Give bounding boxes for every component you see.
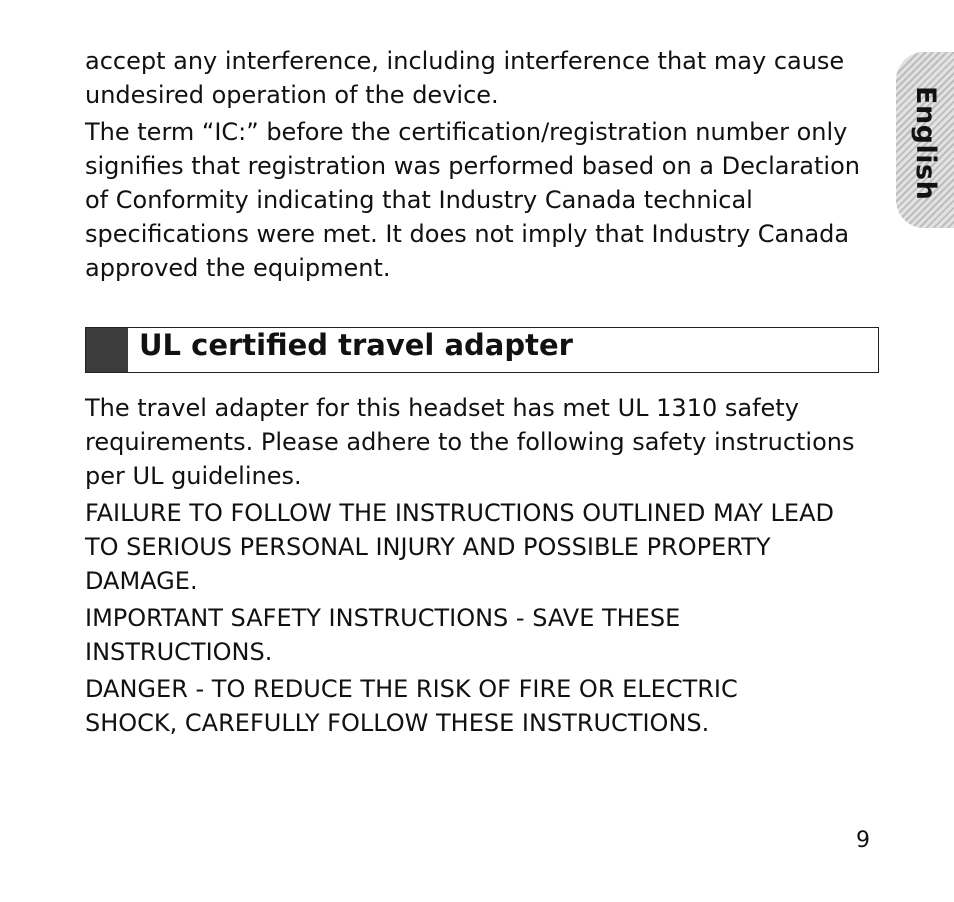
paragraph-line: specifications were met. It does not imply that Industry Canada [85, 220, 850, 248]
important-safety-paragraph [85, 601, 885, 669]
danger-paragraph [85, 672, 885, 740]
paragraph-line: The travel adapter for this headset has met UL 1310 safety [85, 394, 799, 422]
paragraph-line: of Conformity indicating that Industry Canada technical [85, 186, 753, 214]
paragraph-line: DAMAGE. [85, 567, 198, 595]
section-heading-box [85, 327, 879, 373]
paragraph-line: The term “IC:” before the certification/registration number only [85, 118, 848, 146]
paragraph-line: approved the equipment. [85, 254, 391, 282]
paragraph-line: requirements. Please adhere to the following safety instructions [85, 428, 855, 456]
paragraph-line: accept any interference, including interference that may cause [85, 47, 845, 75]
paragraph-line: DANGER - TO REDUCE THE RISK OF FIRE OR ELECTRIC [85, 675, 738, 703]
interference-paragraph [85, 44, 885, 112]
paragraph-line: IMPORTANT SAFETY INSTRUCTIONS - SAVE THESE [85, 604, 681, 632]
paragraph-line: INSTRUCTIONS. [85, 638, 273, 666]
paragraph-line: per UL guidelines. [85, 462, 302, 490]
adapter-paragraph [85, 391, 885, 493]
paragraph-line: signifies that registration was performed based on a Declaration [85, 152, 860, 180]
paragraph-line: SHOCK, CAREFULLY FOLLOW THESE INSTRUCTIONS. [85, 709, 710, 737]
paragraph-line: undesired operation of the device. [85, 81, 499, 109]
ic-term-paragraph [85, 115, 885, 285]
language-tab-label: English [910, 86, 941, 201]
paragraph-line: TO SERIOUS PERSONAL INJURY AND POSSIBLE PROPERTY [85, 533, 771, 561]
language-side-tab [896, 52, 954, 228]
section-heading: UL certified travel adapter [139, 328, 573, 362]
heading-marker-block [86, 328, 128, 372]
failure-warning-paragraph [85, 496, 885, 598]
page-number: 9 [856, 828, 870, 853]
page-content [85, 44, 885, 743]
paragraph-line: FAILURE TO FOLLOW THE INSTRUCTIONS OUTLINED MAY LEAD [85, 499, 834, 527]
